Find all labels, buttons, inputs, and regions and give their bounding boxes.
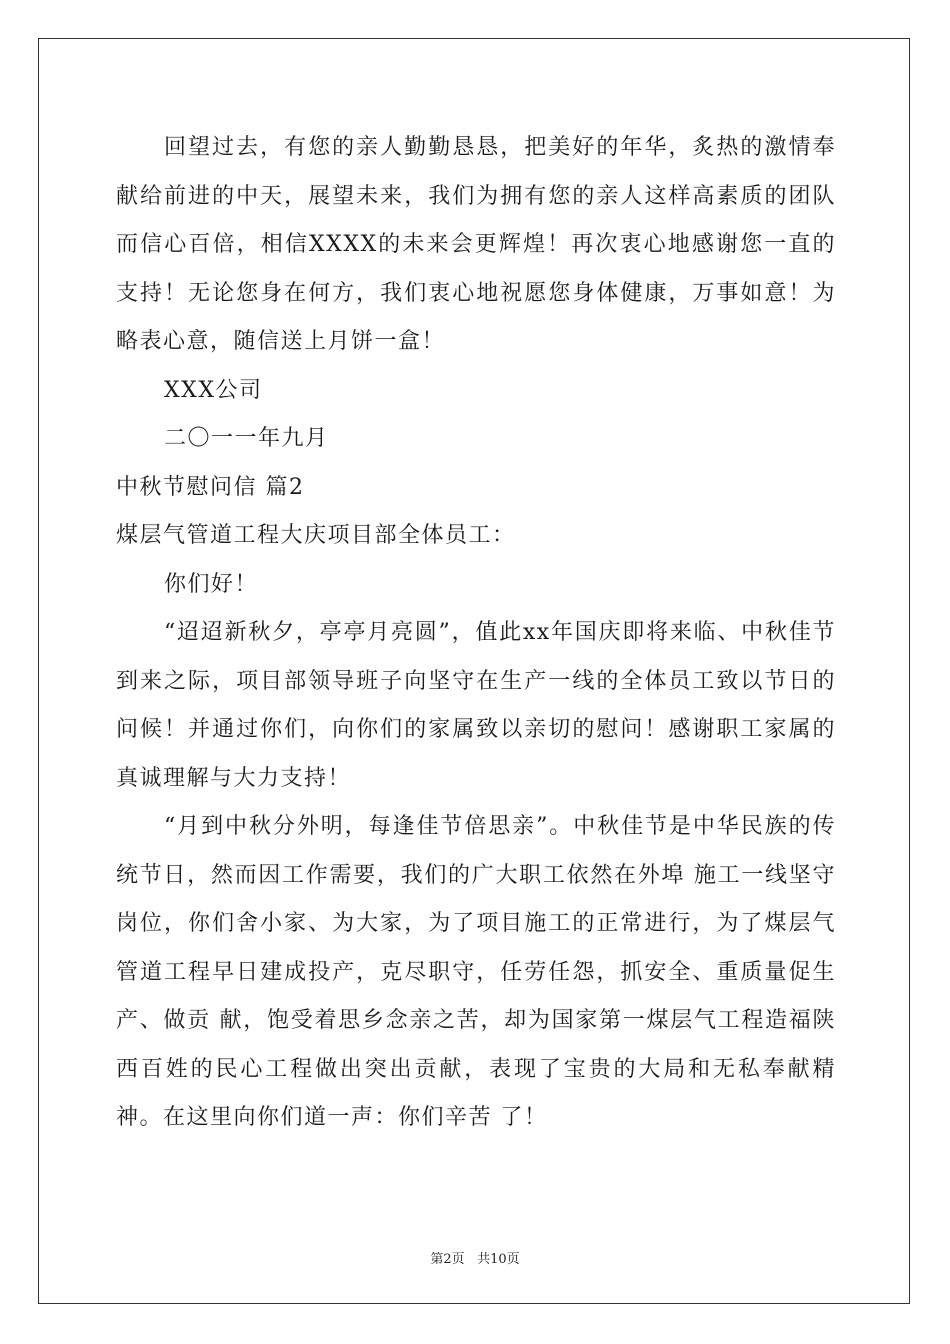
section-title: 中秋节慰问信 篇2 <box>116 474 305 500</box>
paragraph-closing: 回望过去，有您的亲人勤勤恳恳，把美好的年华，炙热的激情奉献给前进的中天，展望未来，我们为拥有您的亲人这样高素质的团队而信心百倍，相信XXXX的未来会更辉煌！再次衷心地感谢您一直的支持！无论您身在何方，我们衷心地祝愿您身体健康，万事如意！为略表心意，随信送上月饼一盒！ <box>116 135 836 354</box>
signature-date: 二〇一一年九月 <box>164 426 329 451</box>
paragraph-festival: “迢迢新秋夕，亭亭月亮圆”，值此xx年国庆即将来临、中秋佳节到来之际，项目部领导班子向坚守在生产一线的全体员工致以节日的问候！并通过你们，向你们的家属致以亲切的慰问！感谢职工家属的真诚理解与大力支持！ <box>116 620 836 791</box>
page-footer <box>0 1248 950 1267</box>
paragraph-gratitude: “月到中秋分外明，每逢佳节倍思亲”。中秋佳节是中华民族的传统节日，然而因工作需要，我们的广大职工依然在外埠 施工一线坚守岗位，你们舍小家、为大家，为了项目施工的正常进行，为了煤层气管道工程早日建成投产，克尽职守，任劳任怨，抓安全、重质量促生产、做贡 献，饱受着思乡念亲之苦，却为国家第一煤层气工程造福陕西百姓的民心工程做出突出贡献，表现了宝贵的大局和无私奉献精神。在这里向你们道一声：你们辛苦 了！ <box>116 814 836 1130</box>
greeting: 你们好！ <box>164 571 259 597</box>
salutation: 煤层气管道工程大庆项目部全体员工： <box>116 523 516 548</box>
document-body <box>116 124 836 1143</box>
page-total: 共10页 <box>477 1252 520 1267</box>
page-number: 第2页 <box>430 1252 465 1267</box>
signature-company: XXX公司 <box>164 377 263 403</box>
